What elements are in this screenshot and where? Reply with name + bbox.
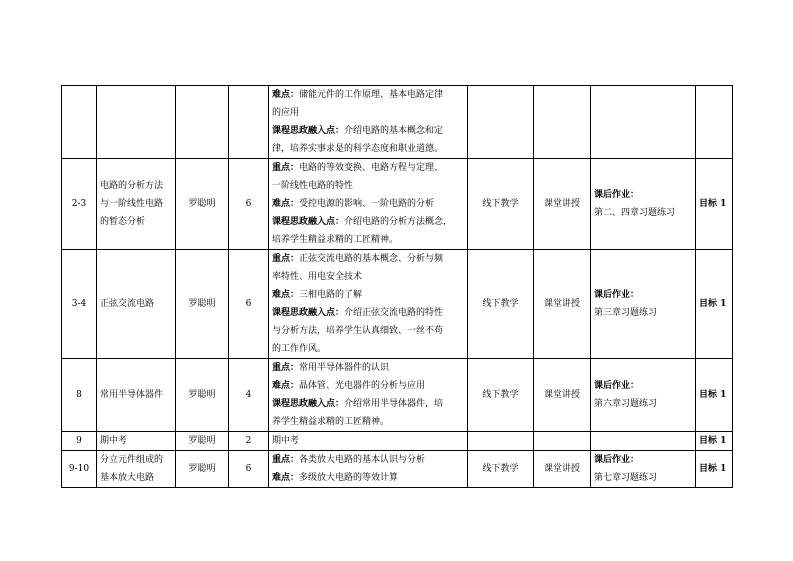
week-text: 8 <box>76 390 82 400</box>
teacher-text: 罗聪明 <box>188 464 216 474</box>
content-cell <box>269 359 468 432</box>
topic-cell <box>97 159 176 250</box>
content-keyword: 课程思政融入点： <box>272 126 345 136</box>
topic-cell <box>97 250 176 359</box>
homework-label: 课后作业： <box>594 290 640 300</box>
content-line <box>272 104 464 122</box>
goal-text: 目标 1 <box>699 199 727 209</box>
content-keyword: 难点： <box>272 90 300 100</box>
content-keyword: 重点： <box>272 363 300 373</box>
goal-cell <box>696 359 733 432</box>
teaching-mode-cell <box>468 359 534 432</box>
topic-line: 期中考 <box>100 436 128 446</box>
teaching-method-cell <box>534 250 591 359</box>
content-line <box>272 413 464 431</box>
content-keyword: 重点： <box>272 254 300 264</box>
content-line <box>272 213 464 231</box>
schedule-table <box>61 85 733 488</box>
table-row <box>62 432 733 451</box>
hours-cell <box>229 432 269 451</box>
content-line <box>272 395 464 413</box>
content-text: 期中考 <box>272 436 300 446</box>
content-text: 多级放大电路的等效计算 <box>299 473 399 483</box>
topic-line: 正弦交流电路 <box>100 299 155 309</box>
teaching-method-cell <box>534 159 591 250</box>
topic-cell <box>97 432 176 451</box>
homework-label: 课后作业： <box>594 381 640 391</box>
teacher-cell <box>176 359 229 432</box>
content-line <box>272 268 464 286</box>
hours-cell <box>229 86 269 159</box>
teaching-method-cell <box>534 432 591 451</box>
content-text: 与分析方法，培养学生认真细致、一丝不苟 <box>272 326 444 336</box>
teaching-method-text: 课堂讲授 <box>543 299 580 309</box>
homework-label: 课后作业： <box>594 190 640 200</box>
content-line <box>272 359 464 377</box>
content-line <box>272 432 464 450</box>
hours-text: 6 <box>245 299 252 309</box>
week-cell <box>62 86 97 159</box>
content-keyword: 难点： <box>272 199 300 209</box>
goal-cell <box>696 159 733 250</box>
week-cell <box>62 359 97 432</box>
table-row <box>62 159 733 250</box>
homework-text: 第二、四章习题练习 <box>594 208 676 218</box>
content-keyword: 课程思政融入点： <box>272 399 345 409</box>
topic-line: 基本放大电路 <box>100 473 155 483</box>
content-line <box>272 469 464 487</box>
teacher-cell <box>176 432 229 451</box>
hours-text: 2 <box>245 436 252 446</box>
content-line <box>272 231 464 249</box>
content-cell <box>269 432 468 451</box>
schedule-table-body <box>62 86 733 488</box>
homework-text: 第七章习题练习 <box>594 473 658 483</box>
teacher-text: 罗聪明 <box>188 390 216 400</box>
content-line <box>272 86 464 104</box>
content-text: 介绍常用半导体器件，培 <box>344 399 444 409</box>
teaching-mode-cell <box>468 432 534 451</box>
homework-cell <box>591 359 696 432</box>
teaching-mode-text: 线下教学 <box>482 390 519 400</box>
content-text: 率特性、用电安全技术 <box>272 272 363 282</box>
content-line <box>272 286 464 304</box>
teaching-method-cell <box>534 451 591 488</box>
homework-cell <box>591 451 696 488</box>
teaching-method-text: 课堂讲授 <box>543 390 580 400</box>
content-text: 的应用 <box>272 108 300 118</box>
hours-text: 6 <box>245 464 252 474</box>
week-cell <box>62 451 97 488</box>
content-keyword: 课程思政融入点： <box>272 308 345 318</box>
homework-label: 课后作业： <box>594 455 640 465</box>
hours-cell <box>229 250 269 359</box>
table-row <box>62 451 733 488</box>
topic-line: 常用半导体器件 <box>100 390 164 400</box>
content-line <box>272 304 464 322</box>
content-line <box>272 195 464 213</box>
topic-line: 电路的分析方法 <box>100 181 164 191</box>
teaching-method-text: 课堂讲授 <box>543 199 580 209</box>
homework-cell <box>591 432 696 451</box>
table-row <box>62 359 733 432</box>
hours-text: 4 <box>245 390 252 400</box>
teaching-mode-cell <box>468 250 534 359</box>
content-text: 三相电路的了解 <box>299 290 363 300</box>
teacher-cell <box>176 250 229 359</box>
content-keyword: 难点： <box>272 473 300 483</box>
goal-text: 目标 1 <box>699 436 727 446</box>
content-text: 储能元件的工作原理、基本电路定律 <box>299 90 444 100</box>
content-cell <box>269 451 468 488</box>
goal-cell <box>696 250 733 359</box>
table-row <box>62 86 733 159</box>
goal-text: 目标 1 <box>699 299 727 309</box>
teacher-cell <box>176 86 229 159</box>
content-keyword: 难点： <box>272 290 300 300</box>
topic-line: 的暂态分析 <box>100 217 146 227</box>
content-keyword: 课程思政融入点： <box>272 217 345 227</box>
goal-text: 目标 1 <box>699 464 727 474</box>
content-keyword: 重点： <box>272 455 300 465</box>
teacher-text: 罗聪明 <box>188 299 216 309</box>
content-text: 介绍电路的分析方法概念， <box>344 217 453 227</box>
teaching-method-cell <box>534 86 591 159</box>
teaching-mode-cell <box>468 451 534 488</box>
content-line <box>272 159 464 177</box>
topic-cell <box>97 451 176 488</box>
week-cell <box>62 432 97 451</box>
content-text: 常用半导体器件的认识 <box>299 363 390 373</box>
teaching-mode-cell <box>468 159 534 250</box>
homework-cell <box>591 159 696 250</box>
week-text: 2-3 <box>71 199 87 209</box>
week-text: 9-10 <box>68 464 90 474</box>
content-cell <box>269 86 468 159</box>
goal-cell <box>696 86 733 159</box>
topic-cell <box>97 86 176 159</box>
teacher-cell <box>176 451 229 488</box>
content-text: 各类放大电路的基本认识与分析 <box>299 455 426 465</box>
content-keyword: 重点： <box>272 163 300 173</box>
teacher-cell <box>176 159 229 250</box>
content-text: 介绍电路的基本概念和定 <box>344 126 444 136</box>
topic-line: 与一阶线性电路 <box>100 199 164 209</box>
content-text: 电路的等效变换、电路方程与定理、 <box>299 163 444 173</box>
content-line <box>272 451 464 469</box>
teacher-text: 罗聪明 <box>188 199 216 209</box>
week-text: 9 <box>76 436 82 446</box>
content-text: 介绍正弦交流电路的特性 <box>344 308 444 318</box>
week-cell <box>62 250 97 359</box>
content-text: 一阶线性电路的特性 <box>272 181 354 191</box>
teaching-mode-text: 线下教学 <box>482 464 519 474</box>
content-line <box>272 377 464 395</box>
goal-text: 目标 1 <box>699 390 727 400</box>
content-text: 受控电源的影响、一阶电路的分析 <box>299 199 435 209</box>
content-keyword: 难点： <box>272 381 300 391</box>
hours-cell <box>229 451 269 488</box>
hours-cell <box>229 359 269 432</box>
content-line <box>272 250 464 268</box>
topic-cell <box>97 359 176 432</box>
content-text: 培养学生精益求精的工匠精神。 <box>272 235 399 245</box>
week-text: 3-4 <box>71 299 87 309</box>
content-line <box>272 177 464 195</box>
homework-cell <box>591 86 696 159</box>
content-line <box>272 122 464 140</box>
goal-cell <box>696 432 733 451</box>
teaching-mode-text: 线下教学 <box>482 299 519 309</box>
content-text: 正弦交流电路的基本概念、分析与频 <box>299 254 444 264</box>
teaching-method-cell <box>534 359 591 432</box>
content-line <box>272 322 464 340</box>
table-row <box>62 250 733 359</box>
week-cell <box>62 159 97 250</box>
topic-line: 分立元件组成的 <box>100 455 164 465</box>
content-line <box>272 140 464 158</box>
content-text: 的工作作风。 <box>272 344 327 354</box>
content-text: 律，培养实事求是的科学态度和职业道德。 <box>272 144 444 154</box>
content-cell <box>269 250 468 359</box>
teaching-mode-text: 线下教学 <box>482 199 519 209</box>
teaching-method-text: 课堂讲授 <box>543 464 580 474</box>
content-text: 养学生精益求精的工匠精神。 <box>272 417 390 427</box>
hours-text: 6 <box>245 199 252 209</box>
homework-text: 第六章习题练习 <box>594 399 658 409</box>
teaching-mode-cell <box>468 86 534 159</box>
homework-cell <box>591 250 696 359</box>
homework-text: 第三章习题练习 <box>594 308 658 318</box>
content-text: 晶体管、光电器件的分析与应用 <box>299 381 426 391</box>
teacher-text: 罗聪明 <box>188 436 216 446</box>
content-line <box>272 340 464 358</box>
goal-cell <box>696 451 733 488</box>
content-cell <box>269 159 468 250</box>
hours-cell <box>229 159 269 250</box>
